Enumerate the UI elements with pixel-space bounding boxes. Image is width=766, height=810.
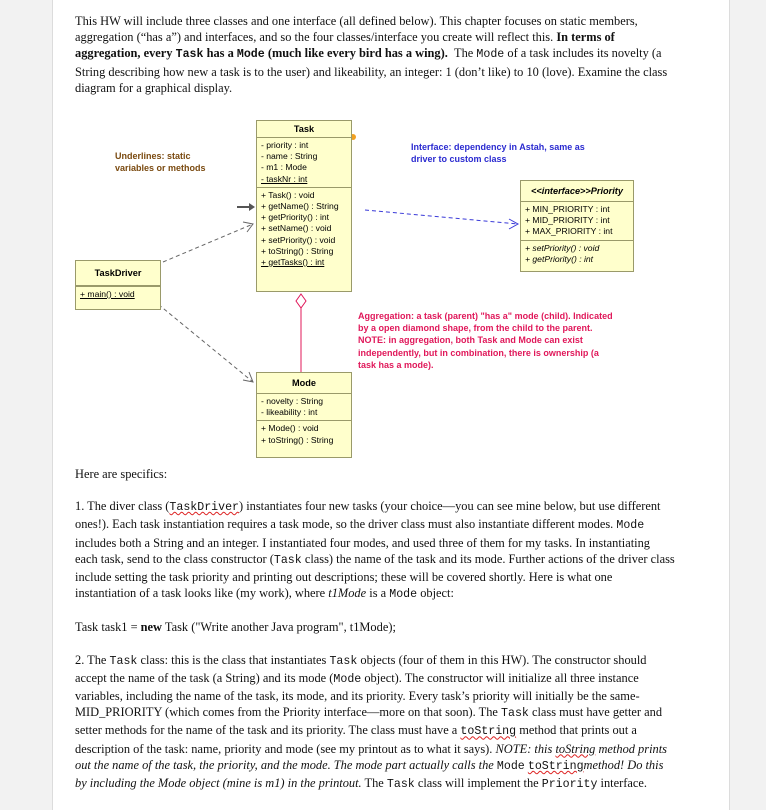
class-diagram (53, 110, 729, 460)
code-task: Task (109, 654, 138, 668)
text: method that prints out a description of the task: name, priority and mode (see my printout as to what it says). (75, 723, 637, 756)
task-method-static: + getTasks() : int (261, 257, 325, 268)
code-priority: Priority (541, 778, 598, 792)
task-priority-realization (365, 210, 518, 224)
marker-icon (249, 203, 255, 211)
priority-methods (521, 240, 633, 267)
specifics-item-1 (75, 498, 675, 603)
specifics-item-2 (75, 652, 675, 794)
code-mode: Mode (616, 519, 645, 533)
taskdriver-methods (76, 286, 160, 302)
text: objects (four of them in this HW). The constructor should accept the name of the task (a String) and its mode ( (75, 652, 647, 685)
intro-text: of a task includes its novelty (a String describing how new a task is to the user) and likeability, an integer: 1 (don’t like) to 10 (love). Examine the class diagram for a graphical display. (75, 46, 668, 95)
code-task: Task (386, 778, 415, 792)
task-field: - priority : int (261, 140, 309, 150)
task-class-box (256, 120, 352, 292)
mode-fields (257, 394, 351, 420)
arrow-head-icon (243, 222, 253, 232)
task-field: - m1 : Mode (261, 162, 307, 173)
task-method: + setName() : void (261, 223, 332, 234)
intro-bold-text: (much like every bird has a wing). (267, 46, 448, 61)
code-example (75, 619, 675, 635)
task-method: + Task() : void (261, 189, 315, 200)
task-method: + getPriority() : int (261, 212, 330, 223)
mode-field: - likeability : int (261, 407, 318, 418)
taskdriver-class-box (75, 260, 161, 310)
text: The (364, 776, 384, 791)
italic-tostring: toString (555, 741, 596, 756)
text: object: (420, 586, 454, 601)
driver-mode-dependency (153, 300, 253, 382)
code-tostring: toString (527, 759, 584, 773)
mode-methods (257, 420, 351, 447)
code-task: Task (329, 654, 358, 668)
code-mode: Mode (476, 48, 505, 62)
mode-class-box (256, 372, 352, 458)
code-mode: Mode (333, 672, 362, 686)
task-fields (257, 138, 351, 187)
aggregation-note: Aggregation: a task (parent) "has a" mode (child). Indicated by a open diamond shape, from the child to the parent. NOTE: in aggregation, both Task and Mode can exist independently, but in combination, there is ownership (a task has a mode). (358, 311, 613, 370)
text: interface. (600, 776, 647, 791)
mode-method: + Mode() : void (261, 423, 319, 434)
text: is a (369, 586, 387, 601)
mode-field: - novelty : String (261, 396, 324, 406)
priority-field: + MID_PRIORITY : int (525, 215, 610, 226)
task-method: + setPriority() : void (261, 234, 336, 245)
italic-text: method! Do this by including the Mode object (mine is m1) in the printout. (75, 757, 664, 791)
task-method: + getName() : String (261, 201, 339, 212)
driver-task-dependency (163, 224, 253, 262)
priority-fields (521, 202, 633, 240)
code-taskdriver: TaskDriver (169, 501, 239, 515)
aggregation-diamond-icon (296, 294, 306, 308)
task-field: - name : String (261, 151, 318, 162)
priority-field: + MIN_PRIORITY : int (525, 204, 610, 214)
text: object). The constructor will initialize all three instance variables, including the name of the task, its mode, and its priority. Every task’s priority will initially be the same-MID_PRIORITY (which comes from the Priority interface—more on that soon). The (75, 670, 640, 720)
task-class-title: Task (257, 121, 351, 138)
text: class will implement the (417, 776, 539, 791)
priority-interface-title: <<interface>>Priority (521, 181, 633, 202)
italic-text: method prints out the name of the task, the priority, and the mode. The mode part actually calls the (75, 741, 667, 772)
text: class: this is the class that instantiates (140, 652, 327, 667)
priority-field: + MAX_PRIORITY : int (525, 226, 613, 237)
intro-paragraph (75, 13, 675, 96)
mode-method: + toString() : String (261, 434, 334, 445)
text: class must have getter and setter methods for the name of the task and its priority. The class must have a (75, 705, 663, 738)
code-mode: Mode (496, 759, 525, 773)
mode-class-title: Mode (257, 373, 351, 394)
taskdriver-class-title: TaskDriver (76, 261, 160, 286)
intro-bold-text: has a (206, 46, 234, 61)
priority-method: + getPriority() : int (525, 253, 594, 264)
taskdriver-method-static: + main() : void (80, 289, 135, 299)
code-text: Task task1 = (75, 620, 141, 635)
code-keyword-new: new (140, 620, 162, 635)
text: class) the name of the task and its mode. Further actions of the driver class include setting the task priority and printing out descriptions; these will be covered shortly. Here is what one instantiation of a task looks like (my work), where (75, 551, 675, 601)
priority-method: + setPriority() : void (525, 242, 600, 253)
text: 1. The diver class ( (75, 499, 170, 514)
task-method: + toString() : String (261, 245, 334, 256)
code-mode: Mode (236, 48, 265, 62)
specifics-heading: Here are specifics: (75, 467, 168, 481)
code-task: Task (273, 553, 302, 567)
intro-text: This HW will include three classes and one interface (all defined below). This chapter focuses on static members, aggregation (“has a”) and interfaces, and so the four classes/interface you create will reflect this. (75, 14, 638, 45)
code-mode: Mode (389, 588, 418, 602)
text: 2. The (75, 652, 107, 667)
code-task: Task (175, 48, 204, 62)
task-field-static: - taskNr : int (261, 173, 308, 184)
code-tostring: toString (460, 725, 517, 739)
priority-interface-box (520, 180, 634, 272)
task-methods (257, 187, 351, 270)
static-note: Underlines: static variables or methods (115, 151, 206, 174)
intro-bold-text: In terms of aggregation, every (75, 30, 615, 61)
text: ) instantiates four new tasks (your choice—you can see mine below, but use different ones!). Each task instantiation requires a task mode, so the driver class must also instantiate different modes. (75, 499, 661, 532)
italic-text: NOTE: this (495, 741, 553, 756)
interface-note: Interface: dependency in Astah, same as driver to custom class (411, 142, 585, 165)
code-text: Task ("Write another Java program", t1Mode); (162, 620, 396, 635)
intro-text: The (454, 46, 474, 61)
italic-t1mode: t1Mode (328, 586, 367, 601)
code-task: Task (501, 707, 529, 721)
text: includes both a String and an integer. I instantiated four modes, and used three of them for my tasks. In instantiating each task, send to the class constructor ( (75, 535, 651, 566)
specifics-section (75, 466, 675, 793)
document-page (52, 0, 730, 810)
